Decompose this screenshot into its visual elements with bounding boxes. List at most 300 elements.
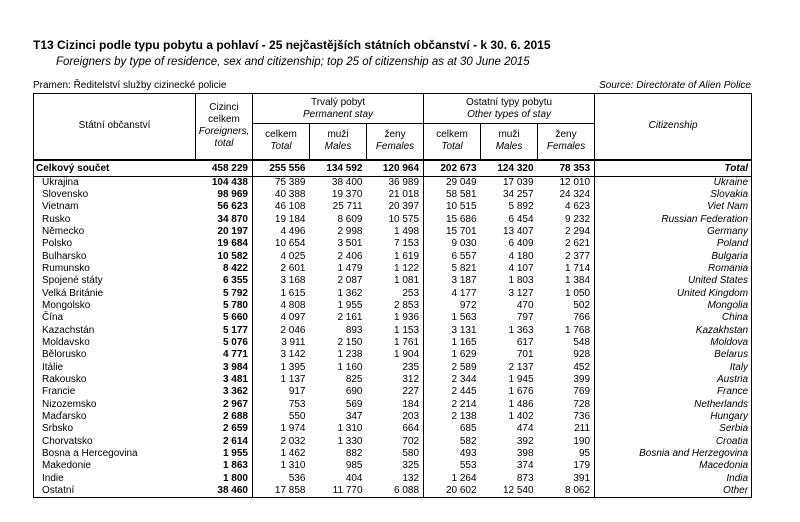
- cell-value: 56 623: [196, 201, 253, 213]
- cell-value: 664: [367, 423, 424, 435]
- cell-value: 2 046: [280, 324, 306, 336]
- cell-value: 58 581: [445, 188, 477, 200]
- table-row: [34, 288, 752, 300]
- table-row: [34, 226, 752, 238]
- cell-value: 1 050: [538, 288, 595, 300]
- source-cz: Pramen: Ředitelství služby cizinecké policie: [33, 80, 227, 91]
- row-name-cz: Ukrajina: [34, 176, 196, 189]
- cell-value: 12 010: [538, 176, 595, 189]
- cell-value: 3 142: [280, 349, 306, 361]
- cell-value: 104 438: [196, 176, 253, 189]
- cell-value: 19 684: [196, 238, 253, 250]
- label-cz: celkem: [436, 129, 468, 141]
- cell-value: 1 479: [337, 262, 363, 274]
- cell-value: 5 076: [196, 337, 253, 349]
- cell-value: 6 088: [367, 485, 424, 498]
- cell-value: 227: [367, 386, 424, 398]
- row-name-cz: Makedonie: [34, 460, 196, 472]
- cell-value: 399: [538, 374, 595, 386]
- table-row: [34, 460, 752, 472]
- cell-value: 8 609: [337, 213, 363, 225]
- header-trvaly-zeny: [367, 124, 424, 160]
- cell-value: 2 614: [196, 436, 253, 448]
- cell-value: 5 892: [508, 201, 534, 213]
- row-name-en: France: [595, 386, 752, 398]
- cell-value: 40 388: [274, 188, 306, 200]
- cell-value: 1 384: [538, 275, 595, 287]
- cell-value: 4 107: [508, 262, 534, 274]
- cell-value: 2 150: [337, 336, 363, 348]
- cell-value: 120 964: [367, 160, 424, 177]
- cell-value: 1 945: [508, 374, 534, 385]
- table-row: [34, 263, 752, 275]
- cell-value: 8 422: [196, 263, 253, 275]
- cell-value: 5 821: [451, 262, 477, 274]
- cell-value: 5 780: [196, 300, 253, 312]
- cell-value: 1 402: [508, 411, 534, 423]
- cell-value: 10 654: [274, 238, 306, 250]
- row-name-en: Total: [595, 160, 752, 177]
- label-cz: ženy: [384, 129, 406, 141]
- cell-value: 2 998: [337, 225, 363, 237]
- row-name-cz: Mongolsko: [34, 300, 196, 312]
- header-ostatni-zeny: [538, 124, 595, 160]
- cell-value: 728: [538, 399, 595, 411]
- cell-value: 690: [345, 386, 363, 398]
- header-trvaly-en: Permanent stay: [302, 108, 374, 120]
- cell-value: 2 589: [451, 361, 477, 373]
- row-name-cz: Francie: [34, 386, 196, 398]
- cell-value: 1 955: [196, 448, 253, 460]
- cell-value: 134 592: [310, 160, 367, 177]
- table-row: [34, 448, 752, 460]
- table-row: [34, 251, 752, 263]
- cell-value: 985: [345, 460, 363, 472]
- cell-value: 124 320: [481, 160, 538, 177]
- label-cz: muži: [498, 129, 520, 141]
- header-ostatni-cz: Ostatní typy pobytu: [465, 96, 553, 108]
- table-subtitle: Foreigners by type of residence, sex and citizenship; top 25 of citizenship as at 30 June 2015: [56, 56, 530, 68]
- table-row: [34, 201, 752, 213]
- cell-value: 1 462: [280, 448, 306, 460]
- row-name-cz: Velká Británie: [34, 288, 196, 300]
- cell-value: 736: [538, 411, 595, 423]
- cell-value: 2 344: [451, 374, 477, 385]
- cell-value: 2 087: [337, 275, 363, 287]
- row-name-en: United States: [595, 275, 752, 287]
- cell-value: 3 131: [451, 324, 477, 336]
- header-trvaly: [253, 94, 424, 124]
- cell-value: 2 445: [451, 386, 477, 398]
- cell-value: 3 187: [451, 275, 477, 287]
- label-en: Total: [270, 141, 292, 153]
- cell-value: 873: [516, 472, 534, 484]
- cell-value: 12 540: [481, 485, 538, 498]
- cell-value: 3 984: [196, 362, 253, 374]
- cell-value: 2 032: [280, 435, 306, 447]
- cell-value: 253: [367, 288, 424, 300]
- cell-value: 1 153: [367, 325, 424, 337]
- cell-value: 452: [538, 362, 595, 374]
- cell-value: 8 062: [538, 485, 595, 498]
- table-row: [34, 238, 752, 250]
- cell-value: 38 400: [331, 176, 363, 188]
- label-cz: celkem: [265, 129, 297, 141]
- cell-value: 5 792: [196, 288, 253, 300]
- cell-value: 797: [516, 312, 534, 324]
- label-cz: ženy: [555, 129, 577, 141]
- table-row: [34, 325, 752, 337]
- cell-value: 766: [538, 312, 595, 324]
- table-row: [34, 485, 752, 498]
- table-row: [34, 300, 752, 312]
- cell-value: 882: [345, 448, 363, 460]
- cell-value: 36 989: [367, 176, 424, 189]
- row-name-en: Italy: [595, 362, 752, 374]
- cell-value: 1 264: [451, 472, 477, 484]
- row-name-en: Russian Federation: [595, 214, 752, 226]
- cell-value: 972: [459, 299, 477, 311]
- row-name-en: Germany: [595, 226, 752, 238]
- cell-value: 1 761: [367, 337, 424, 349]
- cell-value: 1 629: [451, 349, 477, 361]
- cell-value: 9 030: [451, 238, 477, 250]
- row-name-cz: Bosna a Hercegovina: [34, 448, 196, 460]
- cell-value: 2 377: [538, 251, 595, 263]
- row-name-en: Poland: [595, 238, 752, 250]
- cell-value: 474: [516, 423, 534, 435]
- cell-value: 1 310: [337, 423, 363, 435]
- cell-value: 4 771: [196, 349, 253, 361]
- table-title: T13 Cizinci podle typu pobytu a pohlaví - 25 nejčastějších státních občanství - k 30. 6. 2015: [33, 38, 551, 52]
- cell-value: 1 238: [337, 349, 363, 361]
- cell-value: 4 097: [280, 312, 306, 324]
- data-table: [33, 93, 752, 498]
- cell-value: 582: [459, 435, 477, 447]
- cell-value: 548: [538, 337, 595, 349]
- row-name-cz: Moldavsko: [34, 337, 196, 349]
- cell-value: 312: [367, 374, 424, 386]
- cell-value: 825: [345, 374, 363, 385]
- row-name-en: Bulgaria: [595, 251, 752, 263]
- header-trvaly-cz: Trvalý pobyt: [310, 96, 366, 108]
- cell-value: 1 955: [337, 299, 363, 311]
- row-name-cz: Rusko: [34, 214, 196, 226]
- row-name-cz: Rakousko: [34, 374, 196, 386]
- row-name-en: China: [595, 312, 752, 324]
- cell-value: 2 621: [538, 238, 595, 250]
- cell-value: 4 180: [508, 250, 534, 262]
- cell-value: 3 127: [508, 287, 534, 299]
- cell-value: 11 770: [310, 485, 367, 498]
- header-cizinci-en: Foreigners, total: [198, 126, 250, 150]
- cell-value: 179: [538, 460, 595, 472]
- row-name-cz: Bulharsko: [34, 251, 196, 263]
- cell-value: 78 353: [538, 160, 595, 177]
- cell-value: 404: [345, 472, 363, 484]
- cell-value: 20 602: [424, 485, 481, 498]
- cell-value: 1 676: [508, 386, 534, 398]
- cell-value: 893: [345, 324, 363, 336]
- header-statni: Státní občanství: [34, 94, 196, 160]
- row-name-en: Netherlands: [595, 399, 752, 411]
- cell-value: 392: [516, 435, 534, 447]
- cell-value: 502: [538, 300, 595, 312]
- row-name-en: Serbia: [595, 423, 752, 435]
- cell-value: 1 310: [280, 460, 306, 472]
- cell-value: 1 498: [367, 226, 424, 238]
- cell-value: 132: [367, 473, 424, 485]
- cell-value: 5 660: [196, 312, 253, 324]
- header-citizenship: Citizenship: [595, 94, 752, 160]
- cell-value: 701: [516, 349, 534, 361]
- cell-value: 3 481: [196, 374, 253, 386]
- header-ostatni-muzi: [481, 124, 538, 160]
- cell-value: 493: [459, 448, 477, 460]
- label-cz: muži: [327, 129, 349, 141]
- row-name-cz: Indie: [34, 473, 196, 485]
- table-row: [34, 362, 752, 374]
- cell-value: 1 800: [196, 473, 253, 485]
- label-en: Females: [375, 141, 415, 153]
- cell-value: 34 257: [502, 188, 534, 200]
- cell-value: 3 362: [196, 386, 253, 398]
- label-en: Total: [441, 141, 463, 153]
- cell-value: 1 362: [337, 287, 363, 299]
- cell-value: 211: [538, 423, 595, 435]
- cell-value: 1 137: [280, 374, 306, 385]
- table-row: [34, 275, 752, 287]
- header-ostatni-celkem: [424, 124, 481, 160]
- cell-value: 2 967: [196, 399, 253, 411]
- table-row: [34, 436, 752, 448]
- row-name-cz: Srbsko: [34, 423, 196, 435]
- row-name-en: Mongolia: [595, 300, 752, 312]
- cell-value: 4 808: [280, 299, 306, 311]
- header-cizinci-cz: Cizinci celkem: [208, 102, 240, 126]
- cell-value: 10 582: [196, 251, 253, 263]
- cell-value: 550: [288, 411, 306, 423]
- cell-value: 9 232: [538, 214, 595, 226]
- cell-value: 3 168: [280, 275, 306, 287]
- cell-value: 7 153: [367, 238, 424, 250]
- row-name-cz: Nizozemsko: [34, 399, 196, 411]
- row-name-en: India: [595, 473, 752, 485]
- row-name-en: Macedonia: [595, 460, 752, 472]
- row-name-cz: Maďarsko: [34, 411, 196, 423]
- row-name-cz: Německo: [34, 226, 196, 238]
- cell-value: 702: [367, 436, 424, 448]
- row-name-cz: Vietnam: [34, 201, 196, 213]
- cell-value: 374: [516, 460, 534, 472]
- cell-value: 1 803: [508, 275, 534, 287]
- cell-value: 190: [538, 436, 595, 448]
- cell-value: 13 407: [502, 225, 534, 237]
- cell-value: 6 355: [196, 275, 253, 287]
- cell-value: 2 214: [451, 398, 477, 410]
- cell-value: 19 370: [331, 188, 363, 200]
- cell-value: 536: [288, 472, 306, 484]
- cell-value: 1 330: [337, 435, 363, 447]
- cell-value: 2 853: [367, 300, 424, 312]
- cell-value: 21 018: [367, 189, 424, 201]
- row-name-en: Bosnia and Herzegovina: [595, 448, 752, 460]
- row-name-en: United Kingdom: [595, 288, 752, 300]
- cell-value: 1 974: [280, 423, 306, 435]
- cell-value: 1 165: [451, 336, 477, 348]
- cell-value: 4 496: [280, 225, 306, 237]
- cell-value: 391: [538, 473, 595, 485]
- cell-value: 34 870: [196, 214, 253, 226]
- table-row: [34, 423, 752, 435]
- cell-value: 1 936: [367, 312, 424, 324]
- table-row: [34, 312, 752, 324]
- row-name-cz: Čína: [34, 312, 196, 324]
- cell-value: 1 160: [337, 361, 363, 373]
- cell-value: 769: [538, 386, 595, 398]
- row-name-cz: Rumunsko: [34, 263, 196, 275]
- table-row: [34, 337, 752, 349]
- table-row: [34, 214, 752, 226]
- cell-value: 6 557: [451, 250, 477, 262]
- cell-value: 685: [459, 423, 477, 435]
- cell-value: 6 409: [508, 238, 534, 250]
- cell-value: 4 177: [451, 287, 477, 299]
- cell-value: 46 108: [274, 201, 306, 213]
- cell-value: 20 397: [367, 201, 424, 213]
- row-name-cz: Itálie: [34, 362, 196, 374]
- row-name-en: Austria: [595, 374, 752, 386]
- cell-value: 17 858: [253, 485, 310, 498]
- cell-value: 1 619: [367, 251, 424, 263]
- cell-value: 1 904: [367, 349, 424, 361]
- row-name-en: Hungary: [595, 411, 752, 423]
- cell-value: 617: [516, 336, 534, 348]
- row-name-en: Moldova: [595, 337, 752, 349]
- cell-value: 1 081: [367, 275, 424, 287]
- cell-value: 470: [516, 299, 534, 311]
- row-name-cz: Ostatní: [34, 485, 196, 498]
- label-en: Males: [324, 141, 352, 153]
- cell-value: 753: [288, 398, 306, 410]
- row-name-en: Viet Nam: [595, 201, 752, 213]
- cell-value: 1 122: [367, 263, 424, 275]
- cell-value: 24 324: [538, 189, 595, 201]
- cell-value: 95: [538, 448, 595, 460]
- cell-value: 19 184: [274, 213, 306, 225]
- row-name-cz: Chorvatsko: [34, 436, 196, 448]
- total-row: [34, 160, 752, 177]
- cell-value: 2 601: [280, 262, 306, 274]
- cell-value: 325: [367, 460, 424, 472]
- label-en: Females: [546, 141, 586, 153]
- table-row: [34, 411, 752, 423]
- row-name-en: Kazakhstan: [595, 325, 752, 337]
- cell-value: 928: [538, 349, 595, 361]
- row-name-en: Croatia: [595, 436, 752, 448]
- cell-value: 1 486: [508, 398, 534, 410]
- header-trvaly-celkem: [253, 124, 310, 160]
- row-name-cz: Bělorusko: [34, 349, 196, 361]
- cell-value: 25 711: [332, 201, 363, 213]
- table-body: [34, 160, 752, 498]
- cell-value: 1 363: [508, 324, 534, 336]
- row-name-en: Slovakia: [595, 189, 752, 201]
- cell-value: 17 039: [502, 176, 534, 188]
- cell-value: 10 515: [445, 201, 477, 213]
- cell-value: 6 454: [508, 213, 534, 225]
- cell-value: 2 138: [451, 411, 477, 423]
- source-en: Source: Directorate of Alien Police: [599, 80, 751, 91]
- cell-value: 4 623: [538, 201, 595, 213]
- cell-value: 1 863: [196, 460, 253, 472]
- cell-value: 2 161: [337, 312, 363, 324]
- cell-value: 1 714: [538, 263, 595, 275]
- cell-value: 2 137: [508, 361, 534, 373]
- cell-value: 347: [345, 411, 363, 423]
- cell-value: 75 389: [274, 176, 306, 188]
- table-row: [34, 473, 752, 485]
- cell-value: 917: [288, 386, 306, 398]
- cell-value: 3 911: [281, 336, 306, 348]
- cell-value: 553: [459, 460, 477, 472]
- row-name-cz: Celkový součet: [34, 160, 196, 177]
- label-en: Males: [495, 141, 523, 153]
- cell-value: 5 177: [196, 325, 253, 337]
- header-ostatni-en: Other types of stay: [467, 108, 552, 120]
- cell-value: 2 659: [196, 423, 253, 435]
- row-name-en: Belarus: [595, 349, 752, 361]
- cell-value: 98 969: [196, 189, 253, 201]
- row-name-en: Ukraine: [595, 176, 752, 189]
- cell-value: 458 229: [196, 160, 253, 177]
- cell-value: 569: [345, 398, 363, 410]
- cell-value: 15 686: [445, 213, 477, 225]
- table-row: [34, 176, 752, 189]
- row-name-cz: Polsko: [34, 238, 196, 250]
- cell-value: 29 049: [445, 176, 477, 188]
- cell-value: 2 294: [538, 226, 595, 238]
- cell-value: 1 563: [451, 312, 477, 324]
- table-row: [34, 374, 752, 386]
- header-ostatni: [424, 94, 595, 124]
- cell-value: 1 768: [538, 325, 595, 337]
- cell-value: 10 575: [367, 214, 424, 226]
- header-cizinci: [196, 94, 253, 160]
- cell-value: 20 197: [196, 226, 253, 238]
- cell-value: 184: [367, 399, 424, 411]
- table-row: [34, 189, 752, 201]
- row-name-cz: Slovensko: [34, 189, 196, 201]
- table-row: [34, 399, 752, 411]
- cell-value: 38 460: [196, 485, 253, 498]
- table-row: [34, 349, 752, 361]
- cell-value: 580: [367, 448, 424, 460]
- cell-value: 202 673: [424, 160, 481, 177]
- row-name-en: Other: [595, 485, 752, 498]
- row-name-en: Romania: [595, 263, 752, 275]
- cell-value: 3 501: [337, 238, 363, 250]
- cell-value: 1 615: [280, 287, 306, 299]
- header-trvaly-muzi: [310, 124, 367, 160]
- cell-value: 255 556: [253, 160, 310, 177]
- cell-value: 1 395: [280, 361, 306, 373]
- row-name-cz: Spojené státy: [34, 275, 196, 287]
- row-name-cz: Kazachstán: [34, 325, 196, 337]
- cell-value: 2 688: [196, 411, 253, 423]
- cell-value: 235: [367, 362, 424, 374]
- table-row: [34, 386, 752, 398]
